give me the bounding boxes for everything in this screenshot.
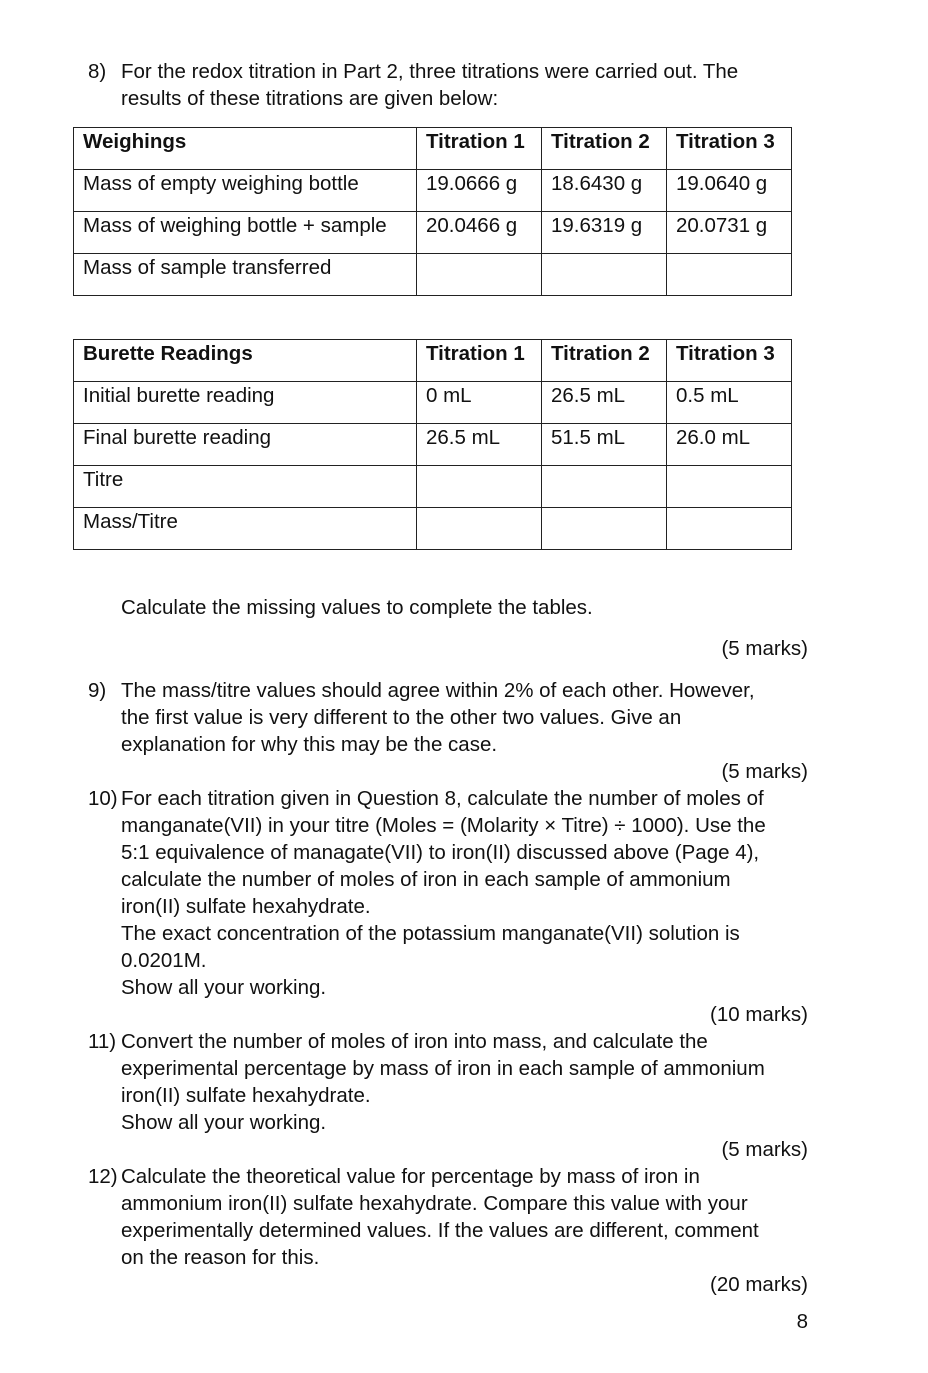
q11-marks: (5 marks) — [721, 1138, 808, 1161]
table-cell: 20.0466 g — [417, 212, 542, 254]
table-cell: 19.0640 g — [667, 170, 792, 212]
text-line: on the reason for this. — [121, 1246, 320, 1269]
text-line: ammonium iron(II) sulfate hexahydrate. Compare this value with your — [121, 1192, 748, 1215]
table-header-row — [74, 128, 792, 170]
table-header-cell: Titration 3 — [667, 128, 792, 170]
table-cell-empty — [417, 466, 542, 508]
text-line: experimentally determined values. If the values are different, comment — [121, 1219, 759, 1242]
text-line: calculate the number of moles of iron in each sample of ammonium — [121, 868, 731, 891]
table-header-cell: Titration 1 — [417, 340, 542, 382]
q8-instruction: Calculate the missing values to complete the tables. — [121, 596, 593, 619]
text-line: 0.0201M. — [121, 949, 207, 972]
question-number: 8) — [88, 60, 107, 83]
table-cell: 0.5 mL — [667, 382, 792, 424]
question-text — [121, 677, 818, 758]
question-number: 12) — [88, 1165, 118, 1188]
text-line: The mass/titre values should agree within 2% of each other. However, — [121, 679, 755, 702]
question-number: 11) — [88, 1030, 117, 1053]
table-row — [74, 170, 792, 212]
burette-table — [73, 339, 792, 550]
table-cell: Initial burette reading — [74, 382, 417, 424]
q12-marks: (20 marks) — [710, 1273, 808, 1296]
question-12 — [88, 1163, 818, 1271]
table-row — [74, 212, 792, 254]
table-header-cell: Titration 2 — [542, 340, 667, 382]
table-header-cell: Titration 3 — [667, 340, 792, 382]
question-8 — [88, 58, 818, 112]
text-line: For each titration given in Question 8, calculate the number of moles of — [121, 787, 764, 810]
table-cell: 19.6319 g — [542, 212, 667, 254]
question-text — [121, 58, 818, 112]
text-line: 5:1 equivalence of managate(VII) to iron(II) discussed above (Page 4), — [121, 841, 760, 864]
text-line: iron(II) sulfate hexahydrate. — [121, 895, 371, 918]
q9-marks: (5 marks) — [721, 760, 808, 783]
question-number: 10) — [88, 787, 118, 810]
text-line: results of these titrations are given below: — [121, 87, 499, 110]
table-cell: Mass of empty weighing bottle — [74, 170, 417, 212]
table-row — [74, 254, 792, 296]
table-cell: Final burette reading — [74, 424, 417, 466]
table-cell-empty — [542, 466, 667, 508]
text-line: the first value is very different to the other two values. Give an — [121, 706, 682, 729]
table-row — [74, 382, 792, 424]
question-text — [121, 785, 818, 1001]
table-header-row — [74, 340, 792, 382]
table-header-cell: Burette Readings — [74, 340, 417, 382]
table-cell: 19.0666 g — [417, 170, 542, 212]
text-line: For the redox titration in Part 2, three titrations were carried out. The — [121, 60, 739, 83]
text-line: experimental percentage by mass of iron in each sample of ammonium — [121, 1057, 765, 1080]
table-cell: 26.5 mL — [542, 382, 667, 424]
table-cell: 20.0731 g — [667, 212, 792, 254]
question-9 — [88, 677, 818, 758]
weighings-table — [73, 127, 792, 296]
text-line: Convert the number of moles of iron into mass, and calculate the — [121, 1030, 708, 1053]
table-header-cell: Weighings — [74, 128, 417, 170]
table-cell-empty — [542, 254, 667, 296]
table-cell: Mass/Titre — [74, 508, 417, 550]
table-cell-empty — [667, 508, 792, 550]
table-cell: 51.5 mL — [542, 424, 667, 466]
table-cell-empty — [542, 508, 667, 550]
text-line: iron(II) sulfate hexahydrate. — [121, 1084, 371, 1107]
text-line: Show all your working. — [121, 1111, 327, 1134]
table-row — [74, 466, 792, 508]
text-line: Show all your working. — [121, 976, 327, 999]
text-line: manganate(VII) in your titre (Moles = (Molarity × Titre) ÷ 1000). Use the — [121, 814, 766, 837]
table-cell: 18.6430 g — [542, 170, 667, 212]
table-cell: Mass of weighing bottle + sample — [74, 212, 417, 254]
table-cell-empty — [667, 466, 792, 508]
table-row — [74, 424, 792, 466]
table-cell: Titre — [74, 466, 417, 508]
table-cell: 0 mL — [417, 382, 542, 424]
table-row — [74, 508, 792, 550]
question-text — [121, 1163, 818, 1271]
table-cell: Mass of sample transferred — [74, 254, 417, 296]
table-cell: 26.0 mL — [667, 424, 792, 466]
table-cell-empty — [417, 508, 542, 550]
question-10 — [88, 785, 818, 1001]
question-11 — [88, 1028, 818, 1136]
text-line: The exact concentration of the potassium manganate(VII) solution is — [121, 922, 740, 945]
table-cell-empty — [417, 254, 542, 296]
text-line: Calculate the theoretical value for percentage by mass of iron in — [121, 1165, 700, 1188]
text-line: explanation for why this may be the case. — [121, 733, 498, 756]
q10-marks: (10 marks) — [710, 1003, 808, 1026]
page-number: 8 — [796, 1310, 808, 1333]
question-text — [121, 1028, 818, 1136]
table-cell: 26.5 mL — [417, 424, 542, 466]
question-number: 9) — [88, 679, 107, 702]
table-header-cell: Titration 1 — [417, 128, 542, 170]
table-cell-empty — [667, 254, 792, 296]
table-header-cell: Titration 2 — [542, 128, 667, 170]
q8-marks: (5 marks) — [721, 637, 808, 660]
